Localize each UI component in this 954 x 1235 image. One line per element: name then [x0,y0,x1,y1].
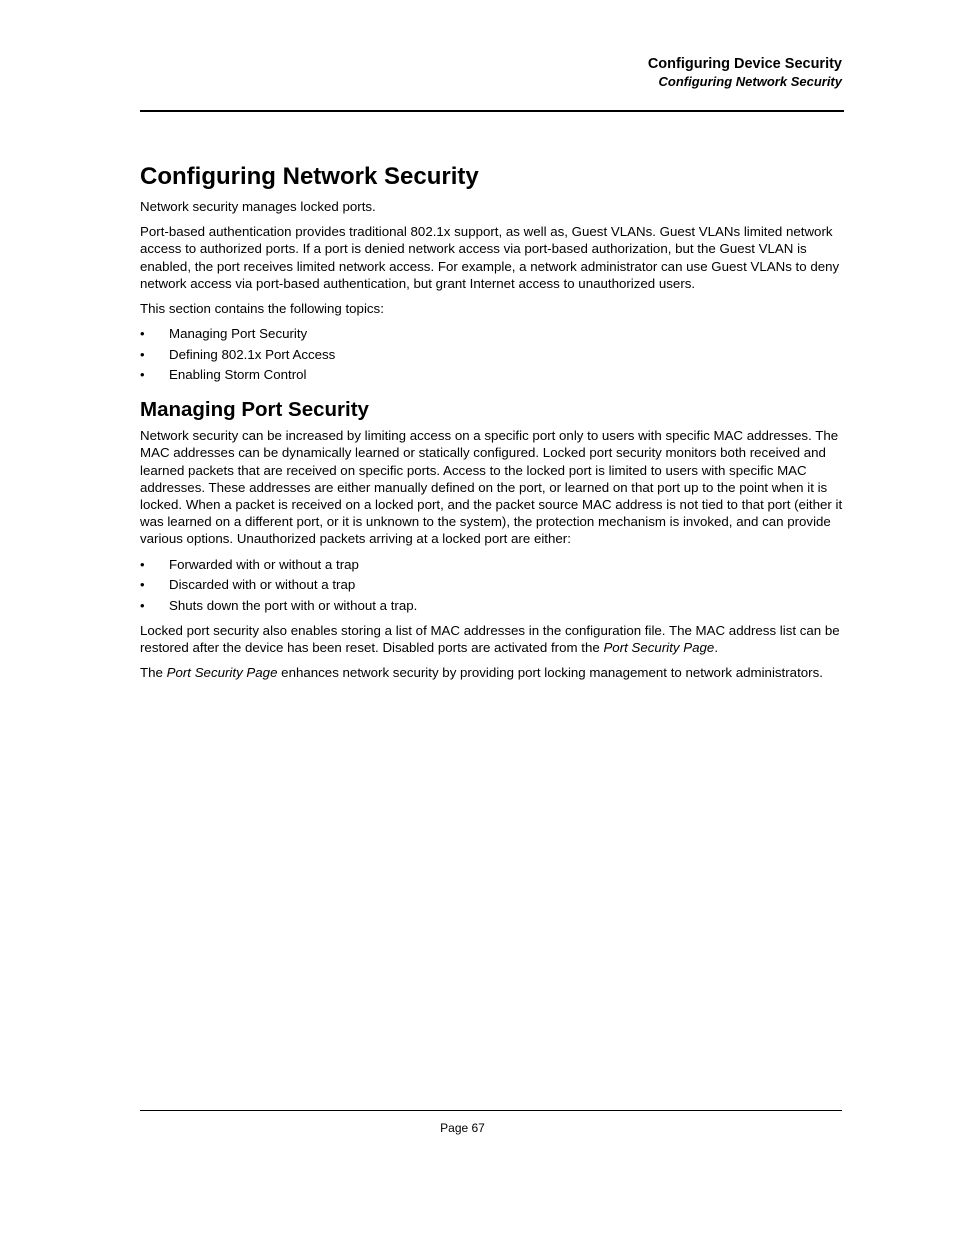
subsection-title: Managing Port Security [140,398,369,422]
list-item-text: Defining 802.1x Port Access [169,346,336,362]
topics-list [140,325,844,383]
bullet-icon: • [140,326,145,342]
port-security-page-text-end: enhances network security by providing port locking management to network administrators. [277,665,823,681]
port-security-page-reference: Port Security Page [603,639,715,655]
bullet-icon: • [140,367,145,383]
bullet-icon: • [140,346,145,362]
list-item [140,597,844,614]
port-security-page-reference: Port Security Page [166,665,278,681]
bullet-icon: • [140,556,145,572]
list-item [140,576,844,593]
running-header [648,55,842,90]
list-item [140,556,844,573]
port-security-page-text-start: The [140,665,167,681]
list-item [140,325,844,342]
options-list [140,556,844,614]
list-item-text: Enabling Storm Control [169,367,307,383]
port-security-page-paragraph [140,664,844,681]
page-content [140,160,844,689]
list-item [140,366,844,383]
bullet-icon: • [140,577,145,593]
footer-rule [140,1110,842,1111]
running-header-section: Configuring Network Security [658,74,842,89]
port-auth-paragraph: Port-based authentication provides traditional 802.1x support, as well as, Guest VLANs. Guest VLANs limited network access to authorized ports. If a port is denied network access via port-based authorization, but the Guest VLAN is enabled, the port receives limited network access. For example, a network administrator can use Guest VLANs to deny network access via port-based authentication, but grant Internet access to unauthorized users. [140,224,840,291]
list-item-text: Shuts down the port with or without a trap. [169,597,418,613]
mac-list-text: Locked port security also enables storing a list of MAC addresses in the configuration file. The MAC address list can be restored after the device has been reset. Disabled ports are activated from the [140,622,840,655]
mac-list-paragraph [140,622,844,656]
document-page [140,0,844,1235]
section-title: Configuring Network Security [140,163,479,190]
list-item-text: Discarded with or without a trap [169,577,356,593]
list-item [140,346,844,363]
topics-intro: This section contains the following topics: [140,301,384,317]
section-intro: Network security manages locked ports. [140,199,376,214]
running-header-chapter: Configuring Device Security [647,56,842,72]
list-item-text: Forwarded with or without a trap [169,556,359,572]
list-item-text: Managing Port Security [169,326,308,342]
port-security-paragraph: Network security can be increased by limiting access on a specific port only to users with specific MAC addresses. The MAC addresses can be dynamically learned or statically configured. Locked port security monitors both received and learned packets that are received on specific ports. Access to the locked port is limited to users with specific MAC addresses. These addresses are either manually defined on the port, or learned on that port up to the point when it is locked. When a packet is received on a locked port, and the packet source MAC address is not tied to that port (either it was learned on a different port, or it is unknown to the system), the protection mechanism is invoked, and can provide various options. Unauthorized packets arriving at a locked port are either: [140,428,843,547]
header-rule [140,110,844,112]
page-number: Page 67 [440,1121,485,1135]
bullet-icon: • [140,597,145,613]
mac-list-text-end: . [714,639,719,655]
